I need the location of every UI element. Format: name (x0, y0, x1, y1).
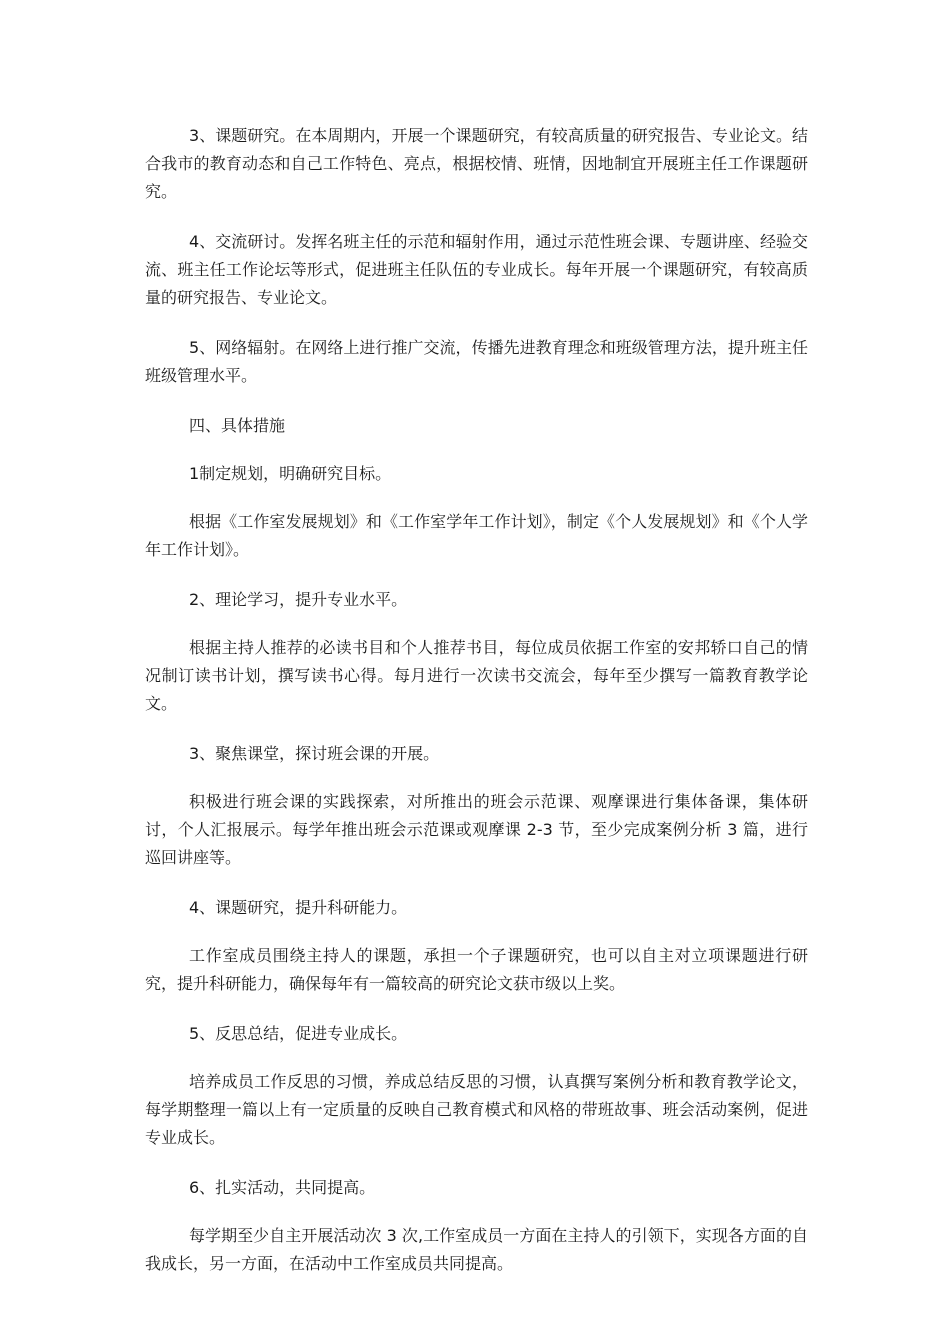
section-heading-measures: 四、具体措施 (189, 416, 286, 435)
subheading-research: 4、课题研究，提升科研能力。 (189, 898, 408, 917)
paragraph-exchange-discussion: 4、交流研讨。发挥名班主任的示范和辐射作用，通过示范性班会课、专题讲座、经验交流、班主任工作论坛等形式，促进班主任队伍的专业成长。每年开展一个课题研究，有较高质量的研究报告、专业论文。 (145, 232, 808, 307)
paragraph-network-radiation: 5、网络辐射。在网络上进行推广交流，传播先进教育理念和班级管理方法，提升班主任班级管理水平。 (145, 338, 808, 385)
paragraph-research: 工作室成员围绕主持人的课题，承担一个子课题研究，也可以自主对立项课题进行研究，提升科研能力，确保每年有一篇较高的研究论文获市级以上奖。 (145, 946, 808, 993)
paragraph-research-topic: 3、课题研究。在本周期内，开展一个课题研究，有较高质量的研究报告、专业论文。结合我市的教育动态和自己工作特色、亮点，根据校情、班情，因地制宜开展班主任工作课题研究。 (145, 126, 808, 201)
subheading-activities: 6、扎实活动，共同提高。 (189, 1178, 376, 1197)
subheading-classroom: 3、聚焦课堂，探讨班会课的开展。 (189, 744, 440, 763)
paragraph-classroom: 积极进行班会课的实践探索，对所推出的班会示范课、观摩课进行集体备课，集体研讨，个人汇报展示。每学年推出班会示范课或观摩课 2-3 节，至少完成案例分析 3 篇，进行巡回讲座等。 (145, 792, 808, 867)
paragraph-activities: 每学期至少自主开展活动次 3 次,工作室成员一方面在主持人的引领下，实现各方面的自我成长，另一方面，在活动中工作室成员共同提高。 (145, 1226, 808, 1273)
paragraph-plan: 根据《工作室发展规划》和《工作室学年工作计划》，制定《个人发展规划》和《个人学年工作计划》。 (145, 512, 808, 559)
document-body (145, 122, 808, 1300)
paragraph-theory-study: 根据主持人推荐的必读书目和个人推荐书目，每位成员依据工作室的安邦轿口自己的情况制订读书计划，撰写读书心得。每月进行一次读书交流会，每年至少撰写一篇教育教学论文。 (145, 638, 808, 713)
paragraph-reflection: 培养成员工作反思的习惯，养成总结反思的习惯，认真撰写案例分析和教育教学论文，每学期整理一篇以上有一定质量的反映自己教育模式和风格的带班故事、班会活动案例，促进专业成长。 (145, 1072, 808, 1147)
subheading-theory-study: 2、理论学习，提升专业水平。 (189, 590, 408, 609)
subheading-plan: 1制定规划，明确研究目标。 (189, 464, 392, 483)
subheading-reflection: 5、反思总结，促进专业成长。 (189, 1024, 408, 1043)
